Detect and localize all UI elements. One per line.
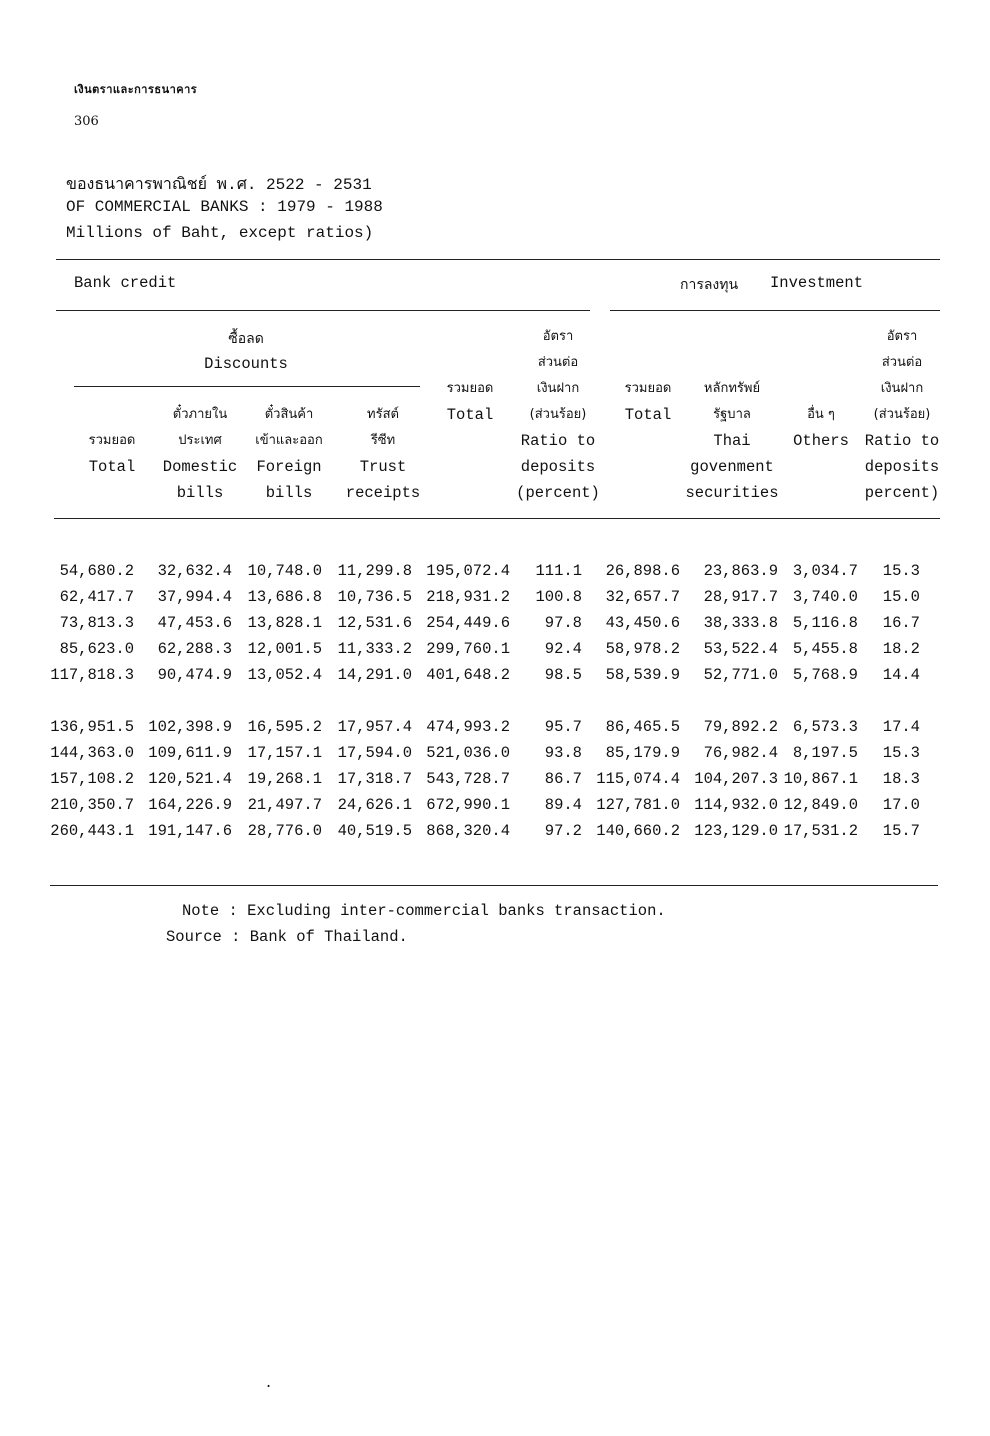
page-number: 306 <box>74 114 99 129</box>
table-cell: 40,519.5 <box>337 822 412 840</box>
running-head: เงินตราและการธนาคาร <box>74 83 198 96</box>
table-cell: 868,320.4 <box>426 822 510 840</box>
table-cell: 12,849.0 <box>783 796 858 814</box>
table-cell: 8,197.5 <box>792 744 858 762</box>
table-cell: 18.2 <box>882 640 920 658</box>
table-cell: 14.4 <box>882 666 920 684</box>
table-cell: 73,813.3 <box>59 614 134 632</box>
table-cell: 43,450.6 <box>605 614 680 632</box>
table-cell: 12,531.6 <box>337 614 412 632</box>
table-cell: 62,417.7 <box>59 588 134 606</box>
table-cell: 254,449.6 <box>426 614 510 632</box>
table-cell: 195,072.4 <box>426 562 510 580</box>
table-row <box>40 584 920 610</box>
table-cell: 18.3 <box>882 770 920 788</box>
table-cell: 23,863.9 <box>703 562 778 580</box>
table-cell: 218,931.2 <box>426 588 510 606</box>
table-cell: 157,108.2 <box>50 770 134 788</box>
col-header-discount-total: รวมยอด Total <box>88 433 136 476</box>
col-header-domestic-bills: ตั๋วภายใน ประเทศ Domestic bills <box>162 407 238 502</box>
table-cell: 102,398.9 <box>148 718 232 736</box>
table-cell: 5,768.9 <box>792 666 858 684</box>
title-units: Millions of Baht, except ratios) <box>66 224 374 242</box>
table-cell: 10,736.5 <box>337 588 412 606</box>
table-cell: 26,898.6 <box>605 562 680 580</box>
col-header-investment-total: รวมยอด Total <box>624 381 672 424</box>
table-cell: 474,993.2 <box>426 718 510 736</box>
footer-mark: . <box>266 1372 272 1391</box>
table-cell: 10,748.0 <box>247 562 322 580</box>
table-cell: 52,771.0 <box>703 666 778 684</box>
table-cell: 672,990.1 <box>426 796 510 814</box>
col-header-trust-receipts: ทรัสต์ รีซีท Trust receipts <box>345 407 421 502</box>
table-row <box>40 766 920 792</box>
table-cell: 521,036.0 <box>426 744 510 762</box>
table-cell: 5,455.8 <box>792 640 858 658</box>
table-cell: 17,157.1 <box>247 744 322 762</box>
table-cell: 17,318.7 <box>337 770 412 788</box>
table-cell: 14,291.0 <box>337 666 412 684</box>
col-header-credit-total: รวมยอด Total <box>446 381 494 424</box>
investment-rule <box>610 310 940 311</box>
table-row <box>40 714 920 740</box>
discounts-heading: Discounts <box>204 355 288 373</box>
table-cell: 98.5 <box>544 666 582 684</box>
title-english: OF COMMERCIAL BANKS : 1979 - 1988 <box>66 198 383 216</box>
table-cell: 97.8 <box>544 614 582 632</box>
table-cell: 13,052.4 <box>247 666 322 684</box>
table-cell: 24,626.1 <box>337 796 412 814</box>
table-cell: 79,892.2 <box>703 718 778 736</box>
table-cell: 62,288.3 <box>157 640 232 658</box>
table-cell: 90,474.9 <box>157 666 232 684</box>
table-cell: 117,818.3 <box>50 666 134 684</box>
table-cell: 17,957.4 <box>337 718 412 736</box>
table-row <box>40 740 920 766</box>
table-cell: 10,867.1 <box>783 770 858 788</box>
table-cell: 11,299.8 <box>337 562 412 580</box>
table-cell: 6,573.3 <box>792 718 858 736</box>
table-cell: 16,595.2 <box>247 718 322 736</box>
table-cell: 260,443.1 <box>50 822 134 840</box>
table-cell: 115,074.4 <box>596 770 680 788</box>
table-cell: 15.7 <box>882 822 920 840</box>
table-cell: 114,932.0 <box>694 796 778 814</box>
table-cell: 17,594.0 <box>337 744 412 762</box>
table-cell: 85,179.9 <box>605 744 680 762</box>
table-cell: 37,994.4 <box>157 588 232 606</box>
table-bottom-rule <box>50 885 938 886</box>
table-cell: 127,781.0 <box>596 796 680 814</box>
table-cell: 47,453.6 <box>157 614 232 632</box>
table-cell: 58,539.9 <box>605 666 680 684</box>
table-cell: 53,522.4 <box>703 640 778 658</box>
table-cell: 86.7 <box>544 770 582 788</box>
investment-heading: Investment <box>770 274 864 292</box>
table-cell: 136,951.5 <box>50 718 134 736</box>
table-cell: 93.8 <box>544 744 582 762</box>
table-cell: 3,740.0 <box>792 588 858 606</box>
table-cell: 123,129.0 <box>694 822 778 840</box>
table-cell: 111.1 <box>535 562 582 580</box>
table-cell: 17.4 <box>882 718 920 736</box>
table-top-rule <box>56 259 940 260</box>
table-cell: 12,001.5 <box>247 640 322 658</box>
table-row <box>40 792 920 818</box>
table-cell: 97.2 <box>544 822 582 840</box>
table-cell: 5,116.8 <box>792 614 858 632</box>
table-cell: 109,611.9 <box>148 744 232 762</box>
col-header-investment-ratio: อัตรา ส่วนต่อ เงินฝาก (ส่วนร้อย) Ratio to deposits percent) <box>864 329 940 502</box>
table-cell: 13,828.1 <box>247 614 322 632</box>
table-body-group-2 <box>40 714 920 844</box>
table-cell: 15.3 <box>882 562 920 580</box>
table-cell: 19,268.1 <box>247 770 322 788</box>
col-header-foreign-bills: ตั๋วสินค้า เข้าและออก Foreign bills <box>255 407 323 502</box>
table-cell: 28,776.0 <box>247 822 322 840</box>
table-cell: 543,728.7 <box>426 770 510 788</box>
table-cell: 28,917.7 <box>703 588 778 606</box>
bank-credit-heading: Bank credit <box>74 274 177 292</box>
discounts-rule <box>74 386 420 387</box>
data-table <box>40 558 920 844</box>
table-row <box>40 610 920 636</box>
table-cell: 164,226.9 <box>148 796 232 814</box>
table-cell: 191,147.6 <box>148 822 232 840</box>
table-cell: 32,632.4 <box>157 562 232 580</box>
note-text: Note : Excluding inter-commercial banks transaction. <box>182 902 666 920</box>
table-cell: 17.0 <box>882 796 920 814</box>
table-cell: 21,497.7 <box>247 796 322 814</box>
table-cell: 100.8 <box>535 588 582 606</box>
table-cell: 11,333.2 <box>337 640 412 658</box>
table-row <box>40 818 920 844</box>
table-cell: 401,648.2 <box>426 666 510 684</box>
table-row <box>40 662 920 688</box>
bank-credit-rule <box>56 310 590 311</box>
table-cell: 58,978.2 <box>605 640 680 658</box>
table-cell: 15.3 <box>882 744 920 762</box>
table-body-group-1 <box>40 558 920 688</box>
table-cell: 16.7 <box>882 614 920 632</box>
table-cell: 85,623.0 <box>59 640 134 658</box>
table-cell: 144,363.0 <box>50 744 134 762</box>
col-header-govt-securities: หลักทรัพย์ รัฐบาล Thai govenment securities <box>685 381 779 502</box>
table-cell: 76,982.4 <box>703 744 778 762</box>
source-text: Source : Bank of Thailand. <box>166 928 408 946</box>
table-cell: 104,207.3 <box>694 770 778 788</box>
discounts-heading-thai: ซื้อลด <box>228 331 264 347</box>
col-header-others: อื่น ๆ Others <box>793 407 849 450</box>
table-row <box>40 636 920 662</box>
table-cell: 210,350.7 <box>50 796 134 814</box>
table-cell: 86,465.5 <box>605 718 680 736</box>
table-cell: 299,760.1 <box>426 640 510 658</box>
table-cell: 92.4 <box>544 640 582 658</box>
col-header-credit-ratio: อัตรา ส่วนต่อ เงินฝาก (ส่วนร้อย) Ratio to deposits (percent) <box>516 329 600 502</box>
table-cell: 120,521.4 <box>148 770 232 788</box>
table-cell: 89.4 <box>544 796 582 814</box>
table-cell: 13,686.8 <box>247 588 322 606</box>
table-cell: 15.0 <box>882 588 920 606</box>
table-cell: 3,034.7 <box>792 562 858 580</box>
table-cell: 140,660.2 <box>596 822 680 840</box>
table-cell: 38,333.8 <box>703 614 778 632</box>
table-cell: 17,531.2 <box>783 822 858 840</box>
table-cell: 32,657.7 <box>605 588 680 606</box>
header-bottom-rule <box>54 518 940 519</box>
investment-heading-thai: การลงทุน <box>680 277 739 293</box>
table-spacer <box>40 688 920 714</box>
table-cell: 95.7 <box>544 718 582 736</box>
table-row <box>40 558 920 584</box>
title-thai: ของธนาคารพาณิชย์ พ.ศ. 2522 - 2531 <box>66 176 372 194</box>
table-cell: 54,680.2 <box>59 562 134 580</box>
